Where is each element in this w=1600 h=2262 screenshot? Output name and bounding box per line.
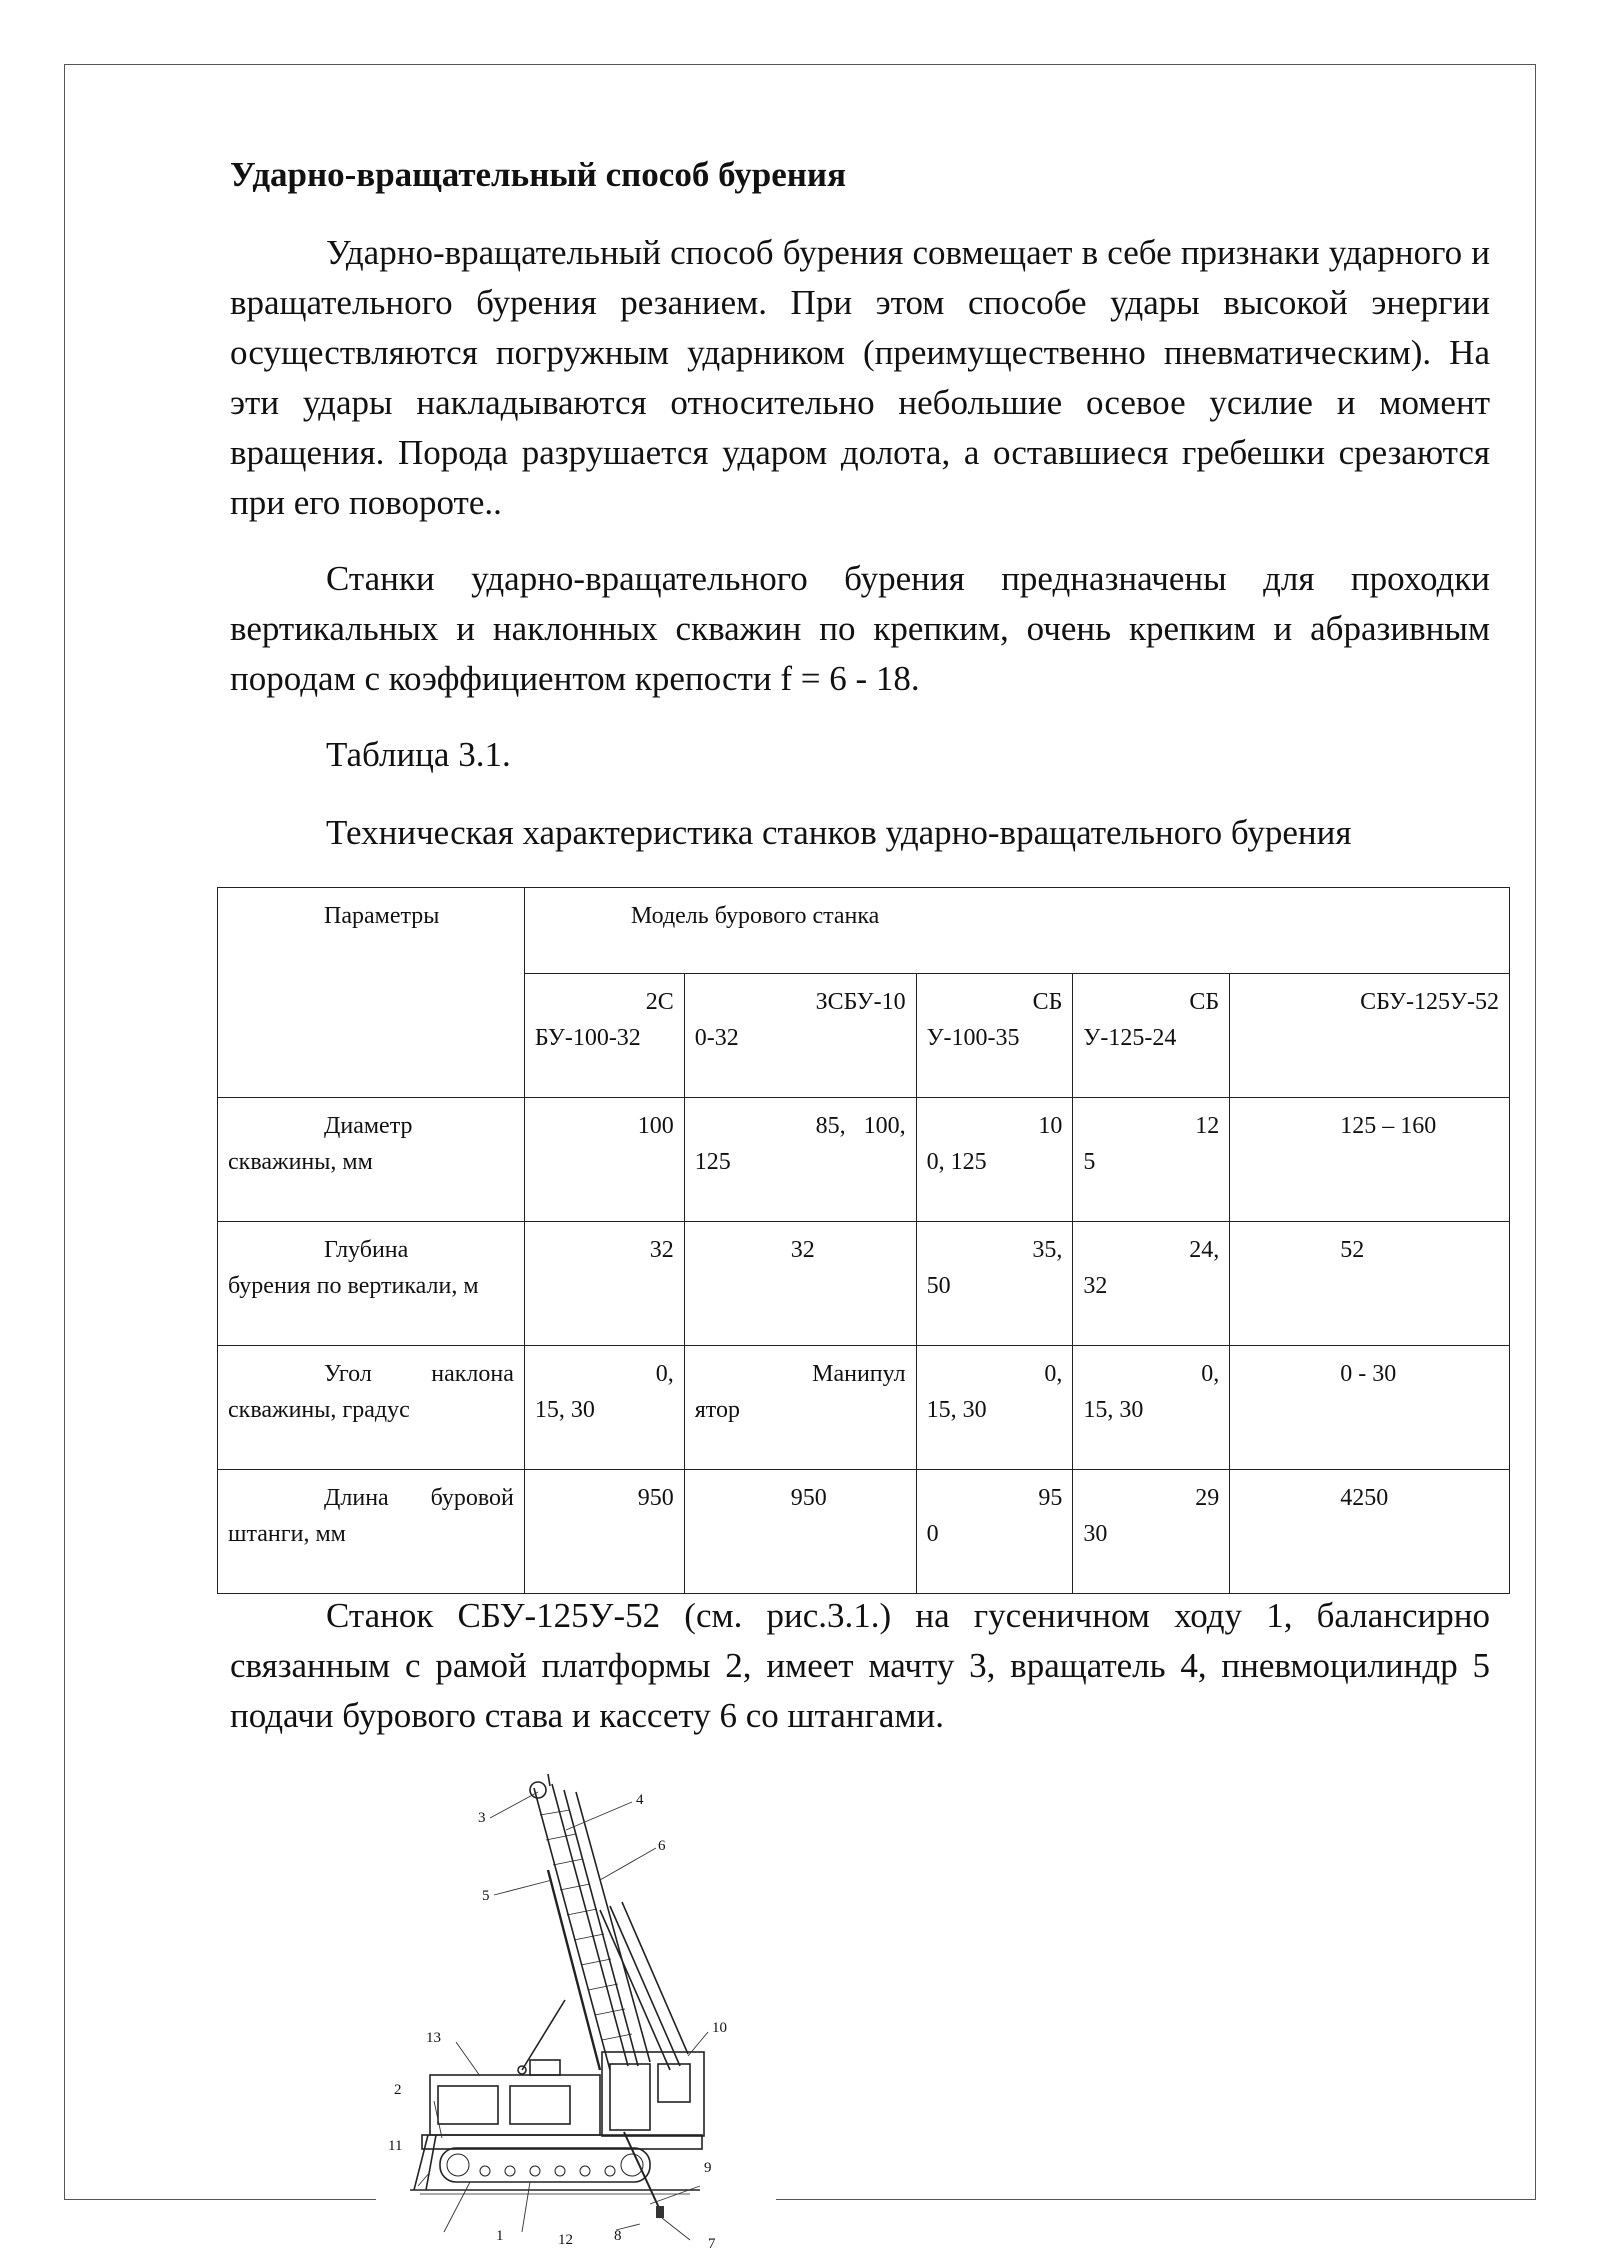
header-parameters <box>218 888 525 1098</box>
param-line2: скважины, градус <box>228 1397 410 1423</box>
header-parameters-text: Параметры <box>324 903 440 929</box>
value-cell <box>684 1470 916 1594</box>
engine-housing <box>430 2075 600 2135</box>
value-line1: 35, <box>1032 1237 1063 1263</box>
value-line2: 15, 30 <box>534 1397 595 1423</box>
header-model-text: Модель бурового станка <box>630 903 880 929</box>
table-row <box>218 1470 1510 1594</box>
value-line1: 24, <box>1189 1237 1220 1263</box>
param-cell <box>218 1222 525 1346</box>
figure-label-4: 4 <box>636 1792 644 1808</box>
value-line1: 950 <box>637 1485 674 1511</box>
paragraph-machine-description: Станок СБУ-125У-52 (см. рис.3.1.) на гусеничном ходу 1, балансирно связанным с рамой платформы 2, имеет мачту 3, вращатель 4, пневмоцилиндр 5 подачи бурового става и кассету 6 со штангами. <box>230 1596 1490 1735</box>
value-cell <box>1073 1346 1230 1470</box>
value-line2: ятор <box>694 1397 740 1423</box>
table-header-row <box>218 888 1510 974</box>
param-line1 <box>228 1356 514 1392</box>
value-line1: 52 <box>1340 1237 1365 1263</box>
figure-label-10: 10 <box>712 2020 727 2036</box>
param-word: Длина <box>324 1485 389 1511</box>
figure-label-11: 11 <box>388 2138 403 2154</box>
value-cell <box>684 1098 916 1222</box>
value-cell <box>524 1098 684 1222</box>
figure-label-3: 3 <box>478 1810 486 1826</box>
param-line1: Диаметр <box>324 1113 413 1139</box>
value-line1: 32 <box>649 1237 674 1263</box>
model-line1: 2С <box>645 989 674 1015</box>
param-word: наклона <box>431 1361 514 1387</box>
param-word: буровой <box>430 1485 514 1511</box>
value-cell <box>1230 1222 1510 1346</box>
value-line1: 125 – 160 <box>1340 1113 1437 1139</box>
value-line1: 0, <box>1201 1361 1220 1387</box>
value-line1: 950 <box>790 1485 827 1511</box>
model-line2: У-125-24 <box>1083 1025 1177 1051</box>
value-line1: 0, <box>655 1361 674 1387</box>
spec-table <box>217 887 1510 1594</box>
value-cell <box>524 1470 684 1594</box>
model-line1: СБ <box>1032 989 1063 1015</box>
value-cell <box>1073 1222 1230 1346</box>
value-line2: 32 <box>1083 1273 1108 1299</box>
value-cell <box>916 1222 1073 1346</box>
value-cell <box>684 1222 916 1346</box>
value-cell <box>1230 1098 1510 1222</box>
value-cell <box>916 1346 1073 1470</box>
value-line1: Манипул <box>812 1361 906 1387</box>
model-line2: БУ-100-32 <box>534 1025 641 1051</box>
model-line2: У-100-35 <box>926 1025 1020 1051</box>
value-line1: 85, 100, <box>815 1113 906 1139</box>
value-line2: 0 <box>926 1521 939 1547</box>
param-line2: скважины, мм <box>228 1149 373 1175</box>
figure-label-13: 13 <box>426 2030 441 2046</box>
value-line2: 15, 30 <box>1083 1397 1144 1423</box>
value-line2: 5 <box>1083 1149 1096 1175</box>
model-cell <box>1230 974 1510 1098</box>
header-model <box>524 888 1509 974</box>
figure-label-6: 6 <box>658 1838 666 1854</box>
section-heading: Ударно-вращательный способ бурения <box>230 155 847 194</box>
value-line2: 50 <box>926 1273 951 1299</box>
value-cell <box>524 1346 684 1470</box>
figure-label-8: 8 <box>614 2228 622 2244</box>
paragraph-machines-purpose: Станки ударно-вращательного бурения предназначены для проходки вертикальных и наклонных скважин по крепким, очень крепким и абразивным породам с коэффициентом крепости f = 6 - 18. <box>230 559 1490 698</box>
feed-cylinder <box>548 1870 600 2070</box>
table-title: Техническая характеристика станков ударно-вращательного бурения <box>326 813 1352 852</box>
param-line1 <box>228 1480 514 1516</box>
mast <box>530 1774 650 2070</box>
value-line1: 32 <box>790 1237 815 1263</box>
model-line2: 0-32 <box>694 1025 739 1051</box>
table-row <box>218 1346 1510 1470</box>
model-line1: СБУ-125У-52 <box>1360 989 1499 1015</box>
value-line1: 0, <box>1044 1361 1063 1387</box>
value-line1: 4250 <box>1340 1485 1389 1511</box>
model-cell <box>1073 974 1230 1098</box>
figure-label-7: 7 <box>708 2236 716 2250</box>
figure-label-5: 5 <box>482 1888 490 1904</box>
table-number: Таблица 3.1. <box>326 735 511 774</box>
drill-rod <box>624 2132 660 2210</box>
value-cell <box>524 1222 684 1346</box>
table-row <box>218 1098 1510 1222</box>
param-word: Угол <box>324 1361 372 1387</box>
platform-frame <box>422 2135 702 2149</box>
value-cell <box>1230 1470 1510 1594</box>
param-line2: бурения по вертикали, м <box>228 1273 479 1299</box>
value-line1: 100 <box>637 1113 674 1139</box>
figure-label-12: 12 <box>558 2232 573 2248</box>
drilling-rig-figure <box>370 1770 800 2250</box>
value-cell <box>1230 1346 1510 1470</box>
value-line1: 95 <box>1038 1485 1063 1511</box>
value-line2: 125 <box>694 1149 731 1175</box>
value-line1: 12 <box>1195 1113 1220 1139</box>
value-line1: 10 <box>1038 1113 1063 1139</box>
value-cell <box>916 1098 1073 1222</box>
crawler-track <box>440 2148 650 2182</box>
value-line2: 15, 30 <box>926 1397 987 1423</box>
model-cell <box>524 974 684 1098</box>
model-cell <box>684 974 916 1098</box>
figure-label-1: 1 <box>496 2228 504 2244</box>
value-line2: 30 <box>1083 1521 1108 1547</box>
value-line1: 29 <box>1195 1485 1220 1511</box>
model-line1: СБ <box>1189 989 1220 1015</box>
param-line1: Глубина <box>324 1237 409 1263</box>
value-line1: 0 - 30 <box>1340 1361 1397 1387</box>
param-line2: штанги, мм <box>228 1521 346 1547</box>
value-cell <box>1073 1470 1230 1594</box>
figure-label-2: 2 <box>394 2082 402 2098</box>
figure-label-9: 9 <box>704 2160 712 2176</box>
model-line1: ЗСБУ-10 <box>815 989 906 1015</box>
table-row <box>218 1222 1510 1346</box>
param-cell <box>218 1346 525 1470</box>
paragraph-method-description: Ударно-вращательный способ бурения совмещает в себе признаки ударного и вращательного бурения резанием. При этом способе удары высокой энергии осуществляются погружным ударником (преимущественно пневматическим). На эти удары накладываются относительно небольшие осевое усилие и момент вращения. Порода разрушается ударом долота, а оставшиеся гребешки срезаются при его повороте.. <box>230 233 1490 522</box>
model-cell <box>916 974 1073 1098</box>
value-cell <box>1073 1098 1230 1222</box>
value-cell <box>684 1346 916 1470</box>
value-cell <box>916 1470 1073 1594</box>
param-cell <box>218 1098 525 1222</box>
value-line2: 0, 125 <box>926 1149 987 1175</box>
param-cell <box>218 1470 525 1594</box>
